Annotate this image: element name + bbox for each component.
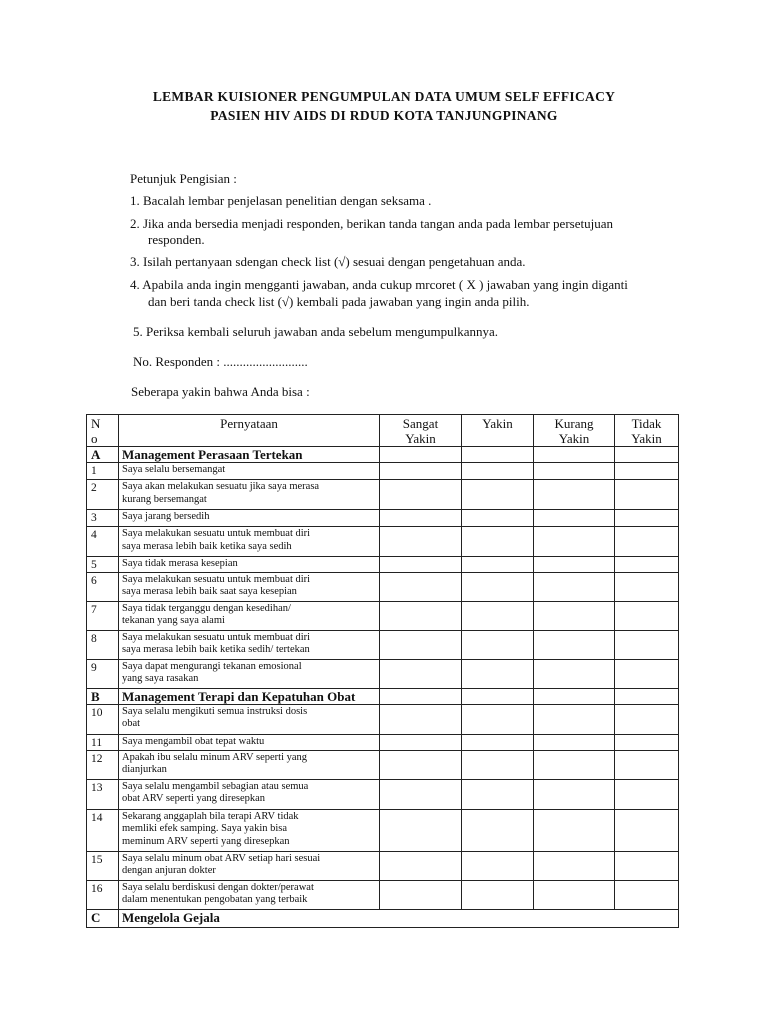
answer-cell[interactable] [534,510,615,527]
answer-cell[interactable] [380,447,462,463]
table-header-row [87,415,679,447]
answer-cell[interactable] [462,630,534,659]
instruction-item-4-cont: dan beri tanda check list (√) kembali pada jawaban yang ingin anda pilih. [148,294,530,309]
header-sangat-yakin: Sangat Yakin [380,415,462,447]
answer-cell[interactable] [462,447,534,463]
instruction-item-1: 1. Bacalah lembar penjelasan penelitian dengan seksama . [130,193,432,208]
table-row [87,851,679,880]
instruction-item-5: 5. Periksa kembali seluruh jawaban anda sebelum mengumpulkannya. [133,324,498,339]
answer-cell[interactable] [462,809,534,851]
answer-cell[interactable] [462,880,534,909]
answer-cell[interactable] [380,809,462,851]
answer-cell[interactable] [534,557,615,573]
table-row [87,480,679,510]
instruction-item-4: 4. Apabila anda ingin mengganti jawaban, anda cukup mrcoret ( X ) jawaban yang ingin diganti [130,277,628,292]
answer-cell[interactable] [534,779,615,809]
questionnaire-table [86,414,679,928]
answer-cell[interactable] [534,630,615,659]
answer-cell[interactable] [534,527,615,557]
answer-cell[interactable] [615,447,679,463]
respondent-number-line: No. Responden : .......................... [133,354,308,369]
table-row [87,572,679,601]
row-number: 8 [87,630,119,659]
answer-cell[interactable] [615,880,679,909]
row-number: 4 [87,527,119,557]
answer-cell[interactable] [462,779,534,809]
answer-cell[interactable] [380,527,462,557]
answer-cell[interactable] [462,659,534,688]
answer-cell[interactable] [462,572,534,601]
header-tidak-yakin: Tidak Yakin [615,415,679,447]
answer-cell[interactable] [462,851,534,880]
answer-cell[interactable] [534,601,615,630]
answer-cell[interactable] [380,704,462,734]
table-row [87,779,679,809]
answer-cell[interactable] [534,659,615,688]
answer-cell[interactable] [534,447,615,463]
answer-cell[interactable] [380,463,462,480]
row-statement: Saya jarang bersedih [119,510,380,527]
row-statement: Saya melakukan sesuatu untuk membuat diri saya merasa lebih baik saat saya kesepian [119,572,380,601]
table-row [87,557,679,573]
answer-cell[interactable] [462,510,534,527]
question-prompt: Seberapa yakin bahwa Anda bisa : [131,384,310,399]
row-number: 2 [87,480,119,510]
instruction-item-3: 3. Isilah pertanyaan sdengan check list (√) sesuai dengan pengetahuan anda. [130,254,526,269]
instruction-item-2: 2. Jika anda bersedia menjadi responden, berikan tanda tangan anda pada lembar persetujuan [130,216,613,231]
row-statement: Saya melakukan sesuatu untuk membuat diri saya merasa lebih baik ketika sedih/ tertekan [119,630,380,659]
answer-cell[interactable] [534,851,615,880]
row-number: 1 [87,463,119,480]
answer-cell[interactable] [462,527,534,557]
row-statement: Saya melakukan sesuatu untuk membuat diri saya merasa lebih baik ketika saya sedih [119,527,380,557]
answer-cell[interactable] [534,809,615,851]
answer-cell[interactable] [534,880,615,909]
answer-cell[interactable] [462,750,534,779]
instructions-heading: Petunjuk Pengisian : [130,171,237,186]
answer-cell[interactable] [615,659,679,688]
row-statement: Saya selalu berdiskusi dengan dokter/perawat dalam menentukan pengobatan yang terbaik [119,880,380,909]
row-statement: Saya akan melakukan sesuatu jika saya merasa kurang bersemangat [119,480,380,510]
row-statement: Saya tidak terganggu dengan kesedihan/ tekanan yang saya alami [119,601,380,630]
instruction-item-2-cont: responden. [148,232,205,247]
answer-cell[interactable] [615,750,679,779]
answer-cell[interactable] [380,880,462,909]
answer-cell[interactable] [462,704,534,734]
row-number: 7 [87,601,119,630]
answer-cell[interactable] [380,510,462,527]
header-kurang-yakin: Kurang Yakin [534,415,615,447]
section-b-letter: B [87,688,119,704]
answer-cell[interactable] [615,779,679,809]
answer-cell[interactable] [615,630,679,659]
table-row [87,659,679,688]
row-statement: Saya selalu mengikuti semua instruksi dosis obat [119,704,380,734]
answer-cell[interactable] [462,463,534,480]
section-c-letter: C [87,909,119,927]
row-number: 9 [87,659,119,688]
row-number: 12 [87,750,119,779]
answer-cell[interactable] [380,572,462,601]
answer-cell[interactable] [462,480,534,510]
row-number: 13 [87,779,119,809]
answer-cell[interactable] [380,601,462,630]
answer-cell[interactable] [534,704,615,734]
answer-cell[interactable] [380,557,462,573]
answer-cell[interactable] [380,750,462,779]
answer-cell[interactable] [615,480,679,510]
section-row-a [87,447,679,463]
answer-cell[interactable] [462,601,534,630]
header-yakin: Yakin [462,415,534,447]
answer-cell[interactable] [615,601,679,630]
answer-cell[interactable] [534,688,615,704]
row-number: 5 [87,557,119,573]
row-number: 6 [87,572,119,601]
table-row [87,809,679,851]
answer-cell[interactable] [615,510,679,527]
answer-cell[interactable] [615,809,679,851]
answer-cell[interactable] [462,688,534,704]
row-statement: Saya mengambil obat tepat waktu [119,734,380,750]
section-c-title: Mengelola Gejala [119,909,679,927]
table-row [87,527,679,557]
section-row-c [87,909,679,927]
answer-cell[interactable] [534,750,615,779]
answer-cell[interactable] [615,527,679,557]
section-a-title: Management Perasaan Tertekan [119,447,380,463]
answer-cell[interactable] [380,688,462,704]
title-line-1: LEMBAR KUISIONER PENGUMPULAN DATA UMUM SELF EFFICACY [152,89,616,104]
table-row [87,510,679,527]
header-no: N o [87,415,119,447]
answer-cell[interactable] [615,572,679,601]
row-statement: Saya dapat mengurangi tekanan emosional yang saya rasakan [119,659,380,688]
table-row [87,630,679,659]
row-statement: Saya selalu minum obat ARV setiap hari sesuai dengan anjuran dokter [119,851,380,880]
answer-cell[interactable] [615,557,679,573]
answer-cell[interactable] [534,463,615,480]
table-row [87,880,679,909]
row-statement: Apakah ibu selalu minum ARV seperti yang dianjurkan [119,750,380,779]
answer-cell[interactable] [462,557,534,573]
table-row [87,601,679,630]
row-statement: Saya tidak merasa kesepian [119,557,380,573]
answer-cell[interactable] [615,851,679,880]
answer-cell[interactable] [380,480,462,510]
answer-cell[interactable] [534,572,615,601]
header-statement: Pernyataan [119,415,380,447]
answer-cell[interactable] [615,688,679,704]
answer-cell[interactable] [534,480,615,510]
row-statement: Saya selalu mengambil sebagian atau semua obat ARV seperti yang diresepkan [119,779,380,809]
row-statement: Sekarang anggaplah bila terapi ARV tidak memliki efek samping. Saya yakin bisa meminum ARV seperti yang diresepkan [119,809,380,851]
answer-cell[interactable] [534,734,615,750]
row-number: 15 [87,851,119,880]
table-row [87,463,679,480]
answer-cell[interactable] [380,851,462,880]
answer-cell[interactable] [380,734,462,750]
row-number: 10 [87,704,119,734]
row-number: 3 [87,510,119,527]
answer-cell[interactable] [615,704,679,734]
row-statement: Saya selalu bersemangat [119,463,380,480]
table-row [87,704,679,734]
title-line-2: PASIEN HIV AIDS DI RDUD KOTA TANJUNGPINANG [210,108,558,123]
answer-cell[interactable] [380,779,462,809]
section-b-title: Management Terapi dan Kepatuhan Obat [119,688,380,704]
answer-cell[interactable] [462,734,534,750]
table-row [87,750,679,779]
section-a-letter: A [87,447,119,463]
row-number: 14 [87,809,119,851]
answer-cell[interactable] [615,734,679,750]
answer-cell[interactable] [380,659,462,688]
table-row [87,734,679,750]
row-number: 16 [87,880,119,909]
row-number: 11 [87,734,119,750]
answer-cell[interactable] [615,463,679,480]
section-row-b [87,688,679,704]
answer-cell[interactable] [380,630,462,659]
